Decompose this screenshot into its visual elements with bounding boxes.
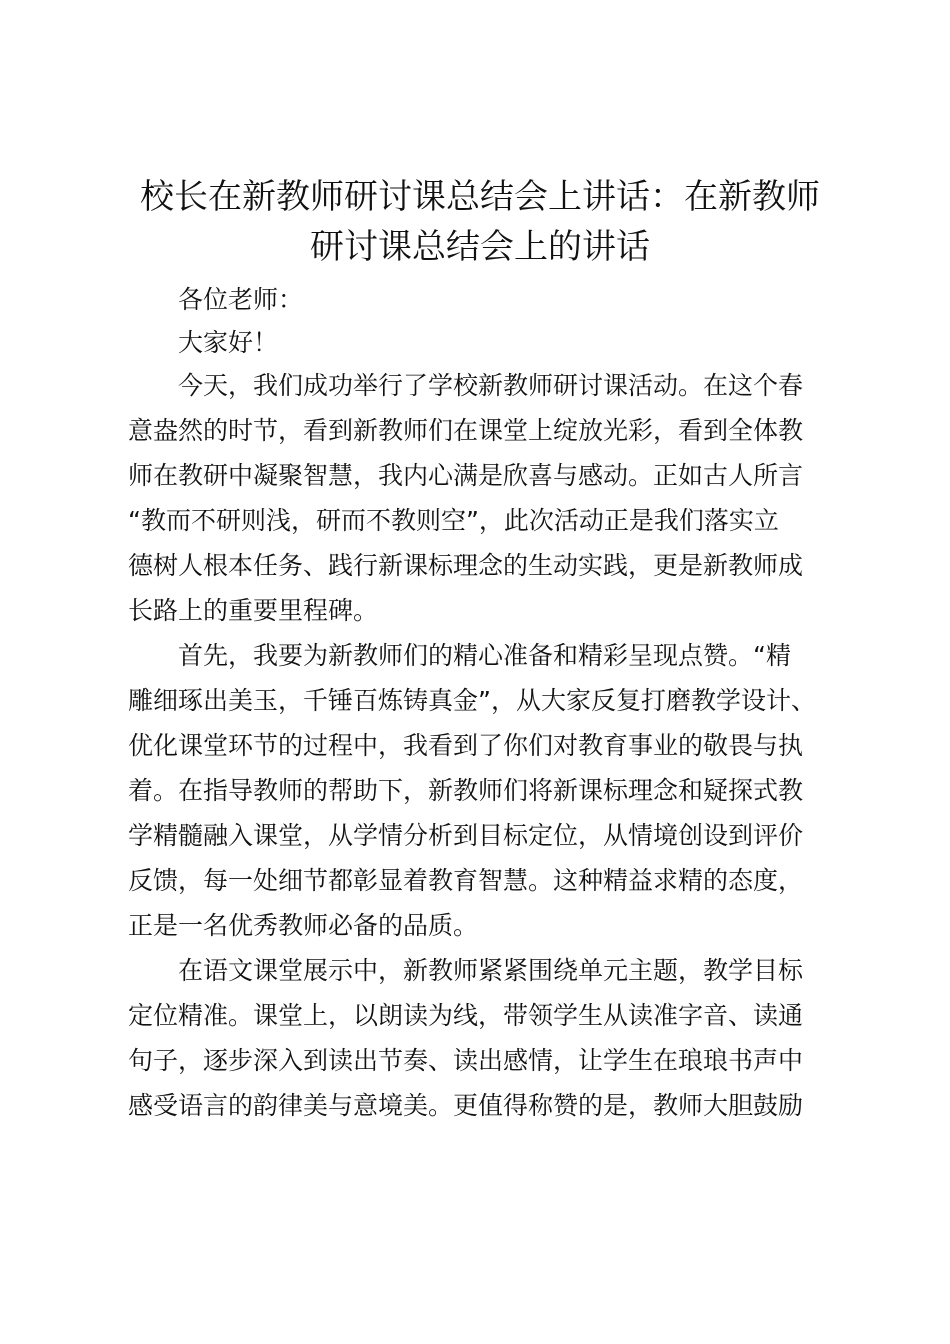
- body-line: 优化课堂环节的过程中，我看到了你们对教育事业的敬畏与执: [128, 731, 804, 760]
- body-line: 正是一名优秀教师必备的品质。: [128, 911, 479, 940]
- body-line: 首先，我要为新教师们的精心准备和精彩呈现点赞。“精: [178, 641, 791, 670]
- body-line: 着。在指导教师的帮助下，新教师们将新课标理念和疑探式教: [128, 776, 804, 805]
- body-line: 长路上的重要里程碑。: [128, 596, 379, 625]
- salutation-line: 各位老师：: [178, 285, 304, 314]
- body-line: 师在教研中凝聚智慧，我内心满是欣喜与感动。正如古人所言: [128, 461, 804, 490]
- body-line: 反馈，每一处细节都彰显着教育智慧。这种精益求精的态度，: [128, 866, 804, 895]
- body-line: 今天，我们成功举行了学校新教师研讨课活动。在这个春: [178, 371, 804, 400]
- document-title-line-1: 校长在新教师研讨课总结会上讲话：在新教师: [140, 177, 820, 217]
- body-line: 意盎然的时节，看到新教师们在课堂上绽放光彩，看到全体教: [128, 416, 804, 445]
- body-line: 句子，逐步深入到读出节奏、读出感情，让学生在琅琅书声中: [128, 1046, 804, 1075]
- greeting-line: 大家好！: [178, 328, 279, 357]
- body-line: 定位精准。课堂上，以朗读为线，带领学生从读准字音、读通: [128, 1001, 804, 1030]
- body-line: 德树人根本任务、践行新课标理念的生动实践，更是新教师成: [128, 551, 804, 580]
- body-line: 学精髓融入课堂，从学情分析到目标定位，从情境创设到评价: [128, 821, 804, 850]
- body-line: 雕细琢出美玉，千锤百炼铸真金”，从大家反复打磨教学设计、: [128, 686, 816, 715]
- document-title-line-2: 研讨课总结会上的讲话: [310, 227, 650, 267]
- body-line: 感受语言的韵律美与意境美。更值得称赞的是，教师大胆鼓励: [128, 1091, 804, 1120]
- body-line: 在语文课堂展示中，新教师紧紧围绕单元主题，教学目标: [178, 956, 804, 985]
- body-line: “教而不研则浅，研而不教则空”，此次活动正是我们落实立: [128, 506, 779, 535]
